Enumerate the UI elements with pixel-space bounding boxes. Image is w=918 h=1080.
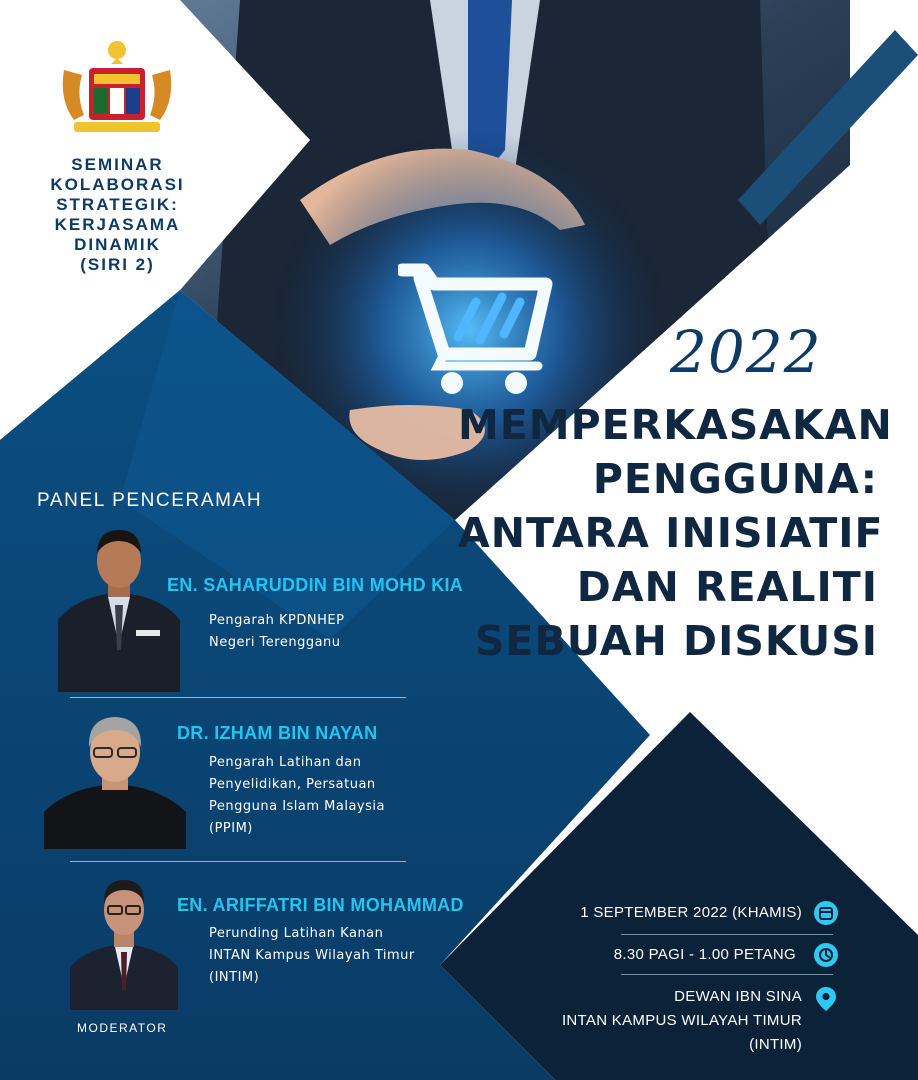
speaker-description-line: (PPIM) [209,821,253,836]
event-venue [562,985,802,1057]
event-time: 8.30 PAGI - 1.00 PETANG [613,946,796,963]
speaker-description-line: Negeri Terengganu [209,635,341,650]
event-title-line: MEMPERKASAKAN [458,401,893,449]
speaker-name: EN. ARIFFATRI BIN MOHAMMAD [177,895,464,915]
speaker-description-line: Penyelidikan, Persatuan [209,777,376,792]
speaker-divider [70,861,406,862]
details-divider [621,934,833,935]
event-venue-line: DEWAN IBN SINA [674,988,802,1005]
speaker-description-line: (INTIM) [209,970,260,985]
event-title-line: SEBUAH DISKUSI [474,617,878,665]
speaker-divider [70,697,406,698]
speaker-description [209,610,344,654]
speaker-description-line: Pengarah Latihan dan [209,755,362,770]
seminar-title-line: KERJASAMA [54,215,181,234]
seminar-title-line: DINAMIK [74,235,161,254]
seminar-title [30,155,205,275]
speaker-2-photo [44,712,186,849]
moderator-label: MODERATOR [77,1021,168,1035]
speaker-description-line: Pengguna Islam Malaysia [209,799,385,814]
malaysia-coat-of-arms-logo [54,40,180,136]
speaker-name: EN. SAHARUDDIN BIN MOHD KIA [167,575,464,595]
seminar-title-line: KOLABORASI [50,175,185,194]
speaker-description [209,752,385,840]
speaker-name: DR. IZHAM BIN NAYAN [177,723,378,743]
event-title-line: PENGGUNA: [592,455,878,503]
speaker-description [209,923,415,989]
location-pin-icon [814,986,838,1012]
event-title-line: ANTARA INISIATIF [458,509,884,557]
speaker-3-photo [70,872,178,1010]
event-title [458,398,893,668]
details-divider [621,974,833,975]
speaker-description-line: Perunding Latihan Kanan [209,926,384,941]
speaker-1-photo [58,525,180,692]
seminar-title-line: SEMINAR [71,155,164,174]
speaker-description-line: Pengarah KPDNHEP [209,613,345,628]
shopping-cart-icon [398,262,553,397]
panel-header: PANEL PENCERAMAH [37,490,263,511]
event-venue-line: (INTIM) [749,1036,802,1053]
event-venue-line: INTAN KAMPUS WILAYAH TIMUR [561,1012,802,1029]
seminar-title-line: (SIRI 2) [80,255,155,274]
event-year: 2022 [670,318,822,386]
event-title-line: DAN REALITI [576,563,878,611]
speaker-description-line: INTAN Kampus Wilayah Timur [209,948,415,963]
calendar-icon [814,901,838,925]
clock-icon [814,943,838,967]
seminar-title-line: STRATEGIK: [56,195,179,214]
event-date: 1 SEPTEMBER 2022 (KHAMIS) [580,904,802,921]
